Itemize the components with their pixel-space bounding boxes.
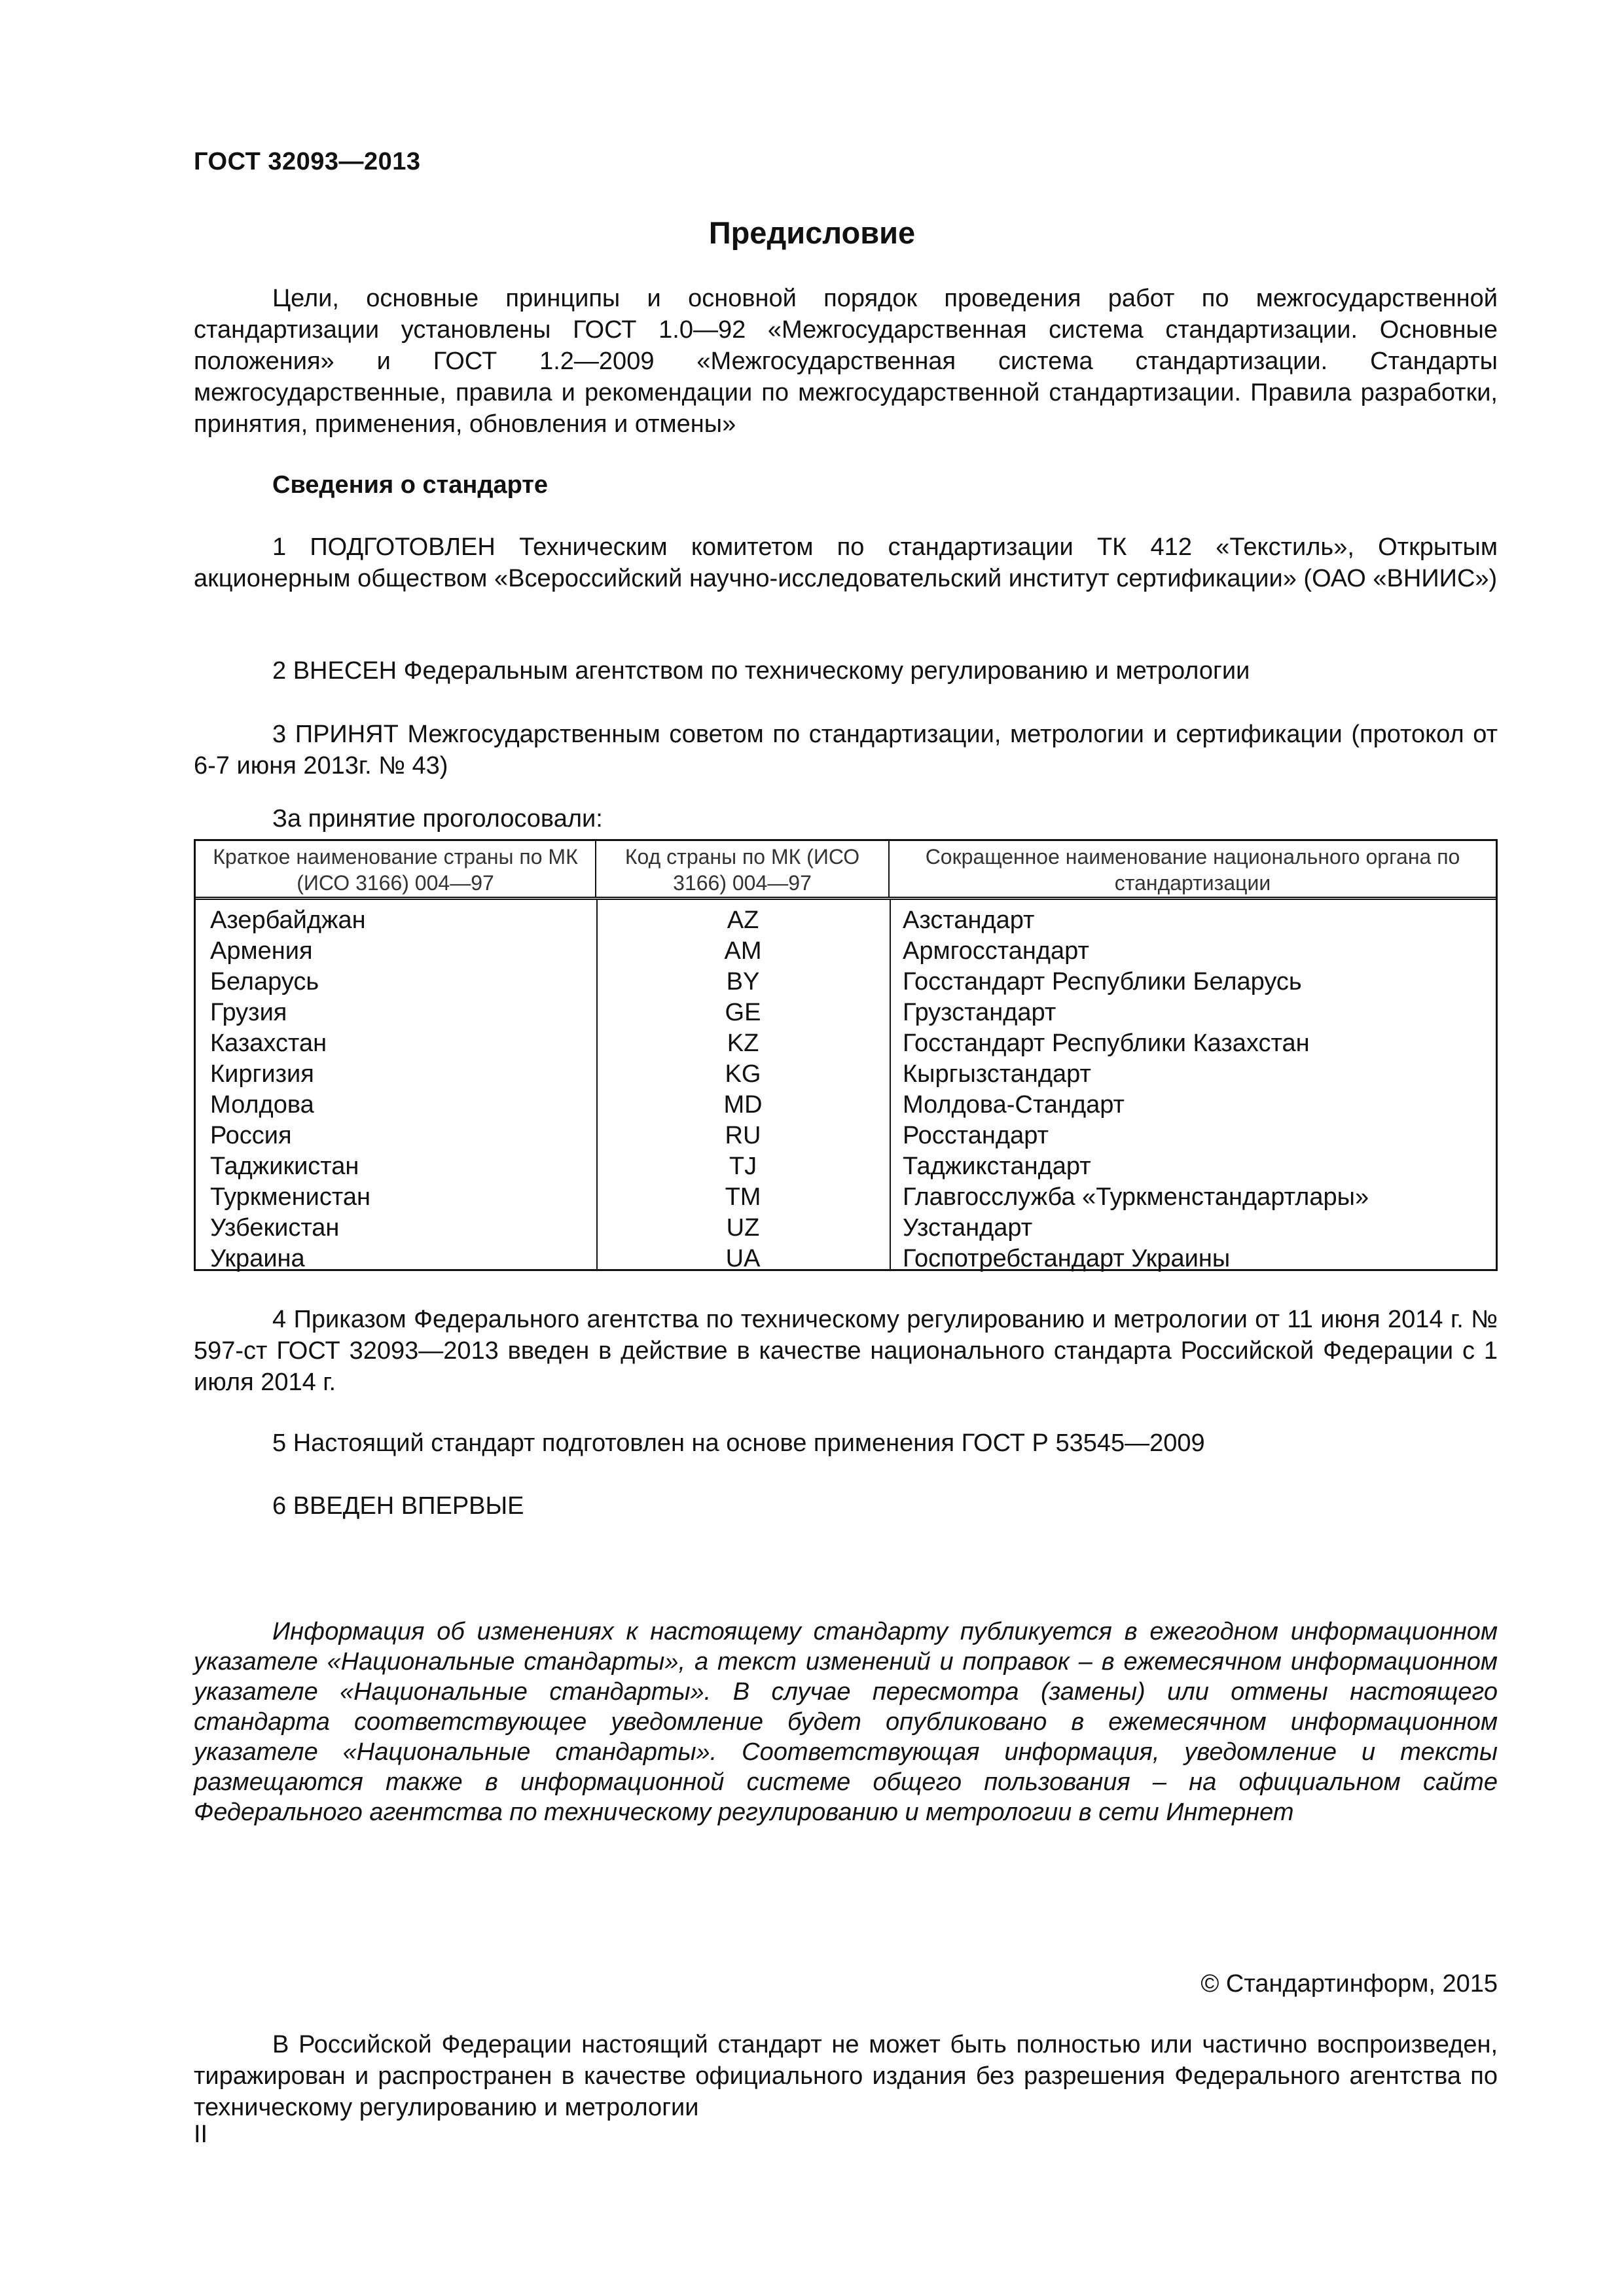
restriction-paragraph bbox=[194, 2029, 1498, 2123]
code-cell: KG bbox=[725, 1060, 761, 1088]
body-cell: Госстандарт Республики Беларусь bbox=[903, 968, 1302, 996]
code-cell: UA bbox=[725, 1245, 761, 1272]
code-cell: TJ bbox=[729, 1153, 757, 1180]
intro-text: Цели, основные принципы и основной порядок проведения работ по межгосударственной стандартизации установлены ГОСТ 1.0—92 «Межгосударственная система стандартизации. Основные положения» и ГОСТ 1.2—2009 «Межгосударственная система стандартизации. Стандарты межгосударственные, правила и рекомендации по межгосударственной стандартизации. Правила разработки, принятия, применения, обновления и отмены» bbox=[194, 285, 1498, 438]
body-cell: Узстандарт bbox=[903, 1214, 1033, 1242]
table-header-country: Краткое наименование страны по МК (ИСО 3166) 004—97 bbox=[196, 841, 596, 897]
country-cell: Узбекистан bbox=[210, 1214, 340, 1242]
section-subheading: Сведения о стандарте bbox=[272, 471, 549, 499]
item-3-paragraph bbox=[194, 719, 1498, 781]
table-header-code: Код страны по МК (ИСО 3166) 004—97 bbox=[596, 841, 890, 897]
page-title: Предисловие bbox=[708, 215, 916, 250]
item-1-paragraph bbox=[194, 531, 1498, 594]
country-cell: Киргизия bbox=[210, 1060, 314, 1088]
table-header-row bbox=[196, 841, 1496, 900]
copyright-line: © Стандартинформ, 2015 bbox=[1200, 1970, 1498, 1998]
code-cell: GE bbox=[725, 999, 761, 1026]
intro-paragraph bbox=[194, 283, 1498, 440]
body-cell: Грузстандарт bbox=[903, 999, 1056, 1026]
vote-label: За принятие проголосовали: bbox=[272, 805, 603, 833]
table-row bbox=[196, 1151, 1496, 1182]
table-row bbox=[196, 905, 1496, 936]
item-2-text: 2 ВНЕСЕН Федеральным агентством по техническому регулированию и метрологии bbox=[272, 657, 1250, 685]
page-number: II bbox=[194, 2121, 208, 2148]
restriction-text: В Российской Федерации настоящий стандарт не может быть полностью или частично воспроизведен, тиражирован и распространен в качестве официального издания без разрешения Федерального агентства по техническому регулированию и метрологии bbox=[194, 2031, 1498, 2121]
country-cell: Таджикистан bbox=[210, 1153, 359, 1180]
country-cell: Казахстан bbox=[210, 1030, 327, 1057]
item-4-text: 4 Приказом Федерального агентства по техническому регулированию и метрологии от 11 июня 2014 г. № 597-ст ГОСТ 32093—2013 введен в действие в качестве национального стандарта Российской Федерации с 1 июля 2014 г. bbox=[194, 1306, 1498, 1396]
country-cell: Азербайджан bbox=[210, 906, 366, 934]
code-cell: AZ bbox=[727, 906, 759, 934]
table-row bbox=[196, 1090, 1496, 1121]
voting-table bbox=[194, 839, 1498, 1271]
body-cell: Таджикстандарт bbox=[903, 1153, 1091, 1180]
country-cell: Беларусь bbox=[210, 968, 319, 996]
code-cell: TM bbox=[725, 1183, 761, 1211]
table-row bbox=[196, 1059, 1496, 1090]
table-row bbox=[196, 967, 1496, 997]
body-cell: Росстандарт bbox=[903, 1122, 1049, 1149]
info-note: Информация об изменениях к настоящему стандарту публикуется в ежегодном информационном указателе «Национальные стандарты», а текст изменений и поправок – в ежемесячном информационном указателе «Национальные стандарты». В случае пересмотра (замены) или отмены настоящего стандарта соответствующее уведомление будет опубликовано в ежемесячном информационном указателе «Национальные стандарты». Соответствующая информация, уведомление и тексты размещаются также в информационной системе общего пользования – на официальном сайте Федерального агентства по техническому регулированию и метрологии в сети Интернет bbox=[194, 1618, 1498, 1826]
table-row bbox=[196, 936, 1496, 967]
code-cell: AM bbox=[724, 937, 762, 965]
code-cell: BY bbox=[726, 968, 760, 996]
code-cell: RU bbox=[725, 1122, 761, 1149]
country-cell: Россия bbox=[210, 1122, 292, 1149]
table-header-body: Сокращенное наименование национального органа по стандартизации bbox=[925, 845, 1460, 895]
item-1-text: 1 ПОДГОТОВЛЕН Техническим комитетом по стандартизации ТК 412 «Текстиль», Открытым акционерным обществом «Всероссийский научно-исследовательский институт сертификации» (ОАО «ВНИИС») bbox=[194, 533, 1498, 592]
body-cell: Кыргызстандарт bbox=[903, 1060, 1091, 1088]
body-cell: Молдова-Стандарт bbox=[903, 1091, 1125, 1119]
item-5-text: 5 Настоящий стандарт подготовлен на основе применения ГОСТ Р 53545—2009 bbox=[272, 1429, 1205, 1457]
table-row bbox=[196, 1028, 1496, 1059]
country-cell: Армения bbox=[210, 937, 313, 965]
body-cell: Армгосстандарт bbox=[903, 937, 1089, 965]
table-row bbox=[196, 1244, 1496, 1274]
standard-code: ГОСТ 32093—2013 bbox=[194, 148, 421, 175]
country-cell: Туркменистан bbox=[210, 1183, 370, 1211]
body-cell: Госстандарт Республики Казахстан bbox=[903, 1030, 1310, 1057]
body-cell: Госпотребстандарт Украины bbox=[903, 1245, 1231, 1272]
code-cell: MD bbox=[723, 1091, 763, 1119]
item-6-text: 6 ВВЕДЕН ВПЕРВЫЕ bbox=[272, 1492, 524, 1520]
item-4-paragraph bbox=[194, 1304, 1498, 1398]
country-cell: Молдова bbox=[210, 1091, 314, 1119]
code-cell: UZ bbox=[726, 1214, 760, 1242]
country-cell: Грузия bbox=[210, 999, 287, 1026]
table-row bbox=[196, 1182, 1496, 1213]
body-cell: Азстандарт bbox=[903, 906, 1035, 934]
table-row bbox=[196, 1121, 1496, 1151]
table-body bbox=[196, 900, 1496, 1272]
code-cell: KZ bbox=[727, 1030, 759, 1057]
table-row bbox=[196, 997, 1496, 1028]
table-row bbox=[196, 1213, 1496, 1244]
body-cell: Главгосслужба «Туркменстандартлары» bbox=[903, 1183, 1369, 1211]
country-cell: Украина bbox=[210, 1245, 305, 1272]
item-3-text: 3 ПРИНЯТ Межгосударственным советом по стандартизации, метрологии и сертификации (протокол от 6-7 июня 2013г. № 43) bbox=[194, 721, 1498, 780]
